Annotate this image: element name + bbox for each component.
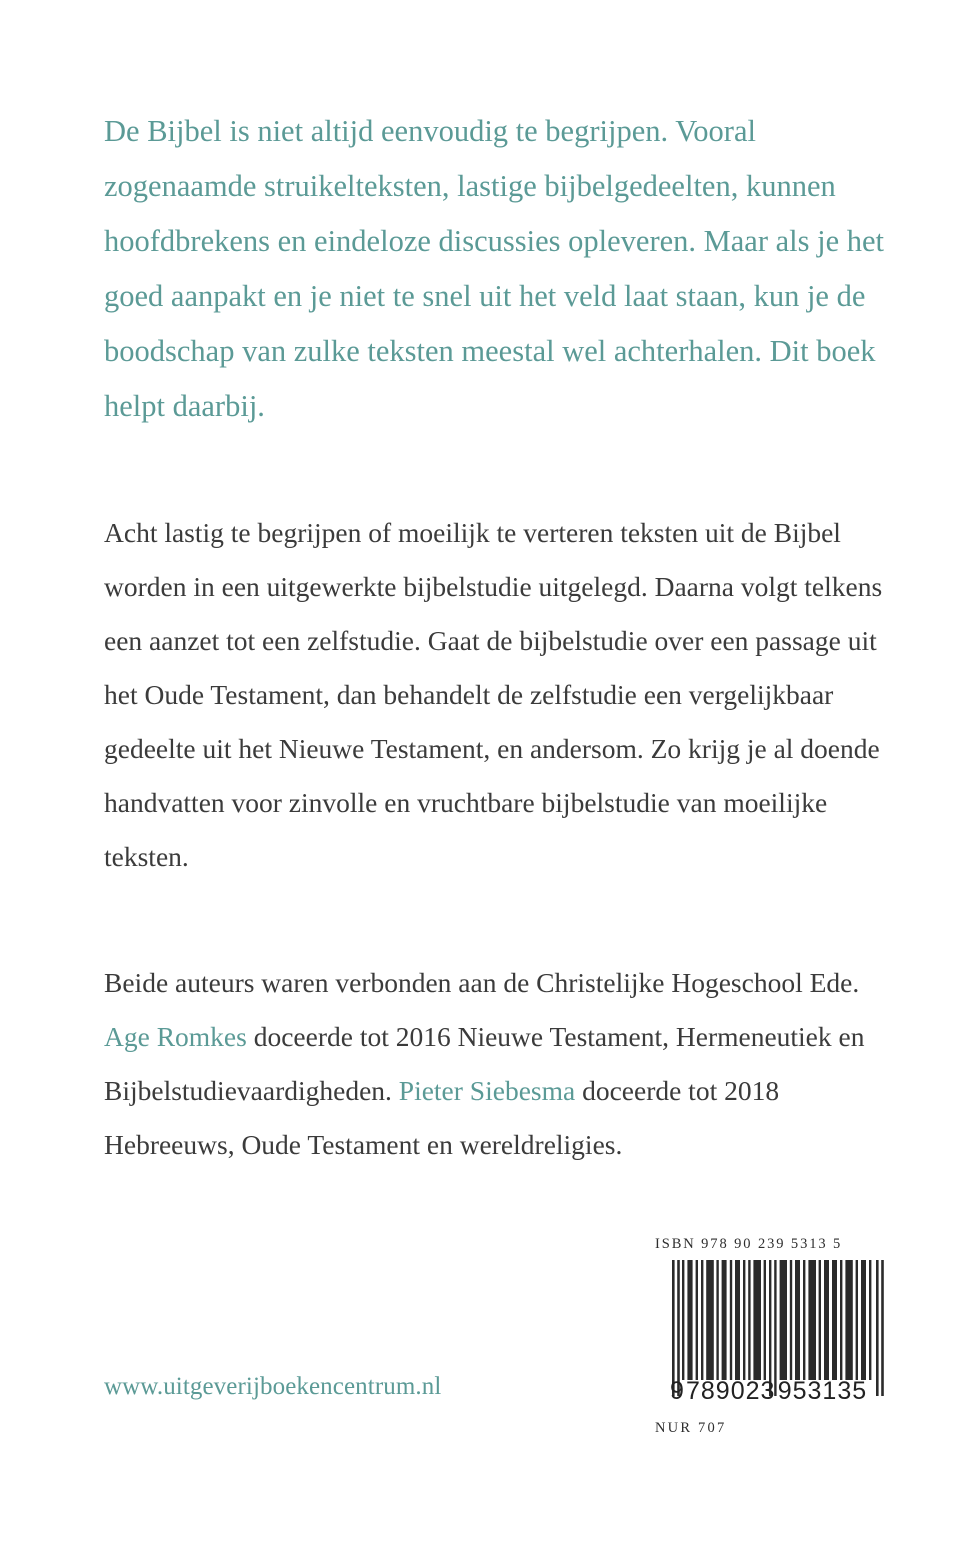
barcode-bars-icon	[670, 1260, 894, 1396]
nur-code: NUR 707	[655, 1420, 727, 1436]
bio-text-part-1: Beide auteurs waren verbonden aan de Christelijke Hogeschool Ede.	[104, 967, 860, 998]
author-name-pieter-siebesma: Pieter Siebesma	[398, 1075, 576, 1106]
barcode-block	[652, 1236, 882, 1437]
ean-digits	[670, 1377, 894, 1406]
ean-right-group: 953135	[777, 1377, 868, 1405]
description-paragraph: Acht lastig te begrijpen of moeilijk te verteren teksten uit de Bijbel worden in een uitgewerkte bijbelstudie uitgelegd. Daarna volgt telkens een aanzet tot een zelfstudie. Gaat de bijbelstudie over een passage uit het Oude Testament, dan behandelt de zelfstudie een vergelijkbaar gedeelte uit het Nieuwe Testament, en andersom. Zo krijg je al doende handvatten voor zinvolle en vruchtbare bijbelstudie van moeilijke teksten.	[104, 517, 883, 872]
ean13-barcode	[670, 1260, 894, 1405]
intro-paragraph: De Bijbel is niet altijd eenvoudig te begrijpen. Vooral zogenaamde struikelteksten, lastige bijbelgedeelten, kunnen hoofdbrekens en eindeloze discussies opleveren. Maar als je het goed aanpakt en je niet te snel uit het veld laat staan, kun je de boodschap van zulke teksten meestal wel achterhalen. Dit boek helpt daarbij.	[104, 114, 885, 423]
bio-text-part-2: doceerde tot 2016 Nieuwe Testament, Hermeneutiek en Bijbelstudievaardigheden.	[104, 1021, 865, 1106]
paragraph-spacer	[104, 884, 886, 956]
authors-bio-paragraph	[104, 956, 886, 1172]
blurb-content	[104, 104, 886, 1172]
paragraph-spacer	[104, 434, 886, 506]
isbn-label: ISBN 978 90 239 5313 5	[655, 1236, 843, 1252]
ean-left-group: 789023	[686, 1377, 776, 1405]
bio-text-part-3: doceerde tot 2018 Hebreeuws, Oude Testament en wereldreligies.	[104, 1075, 780, 1160]
ean-first-digit: 9	[670, 1377, 685, 1405]
author-name-age-romkes: Age Romkes	[104, 1021, 247, 1052]
publisher-website[interactable]: www.uitgeverijboekencentrum.nl	[104, 1373, 442, 1400]
